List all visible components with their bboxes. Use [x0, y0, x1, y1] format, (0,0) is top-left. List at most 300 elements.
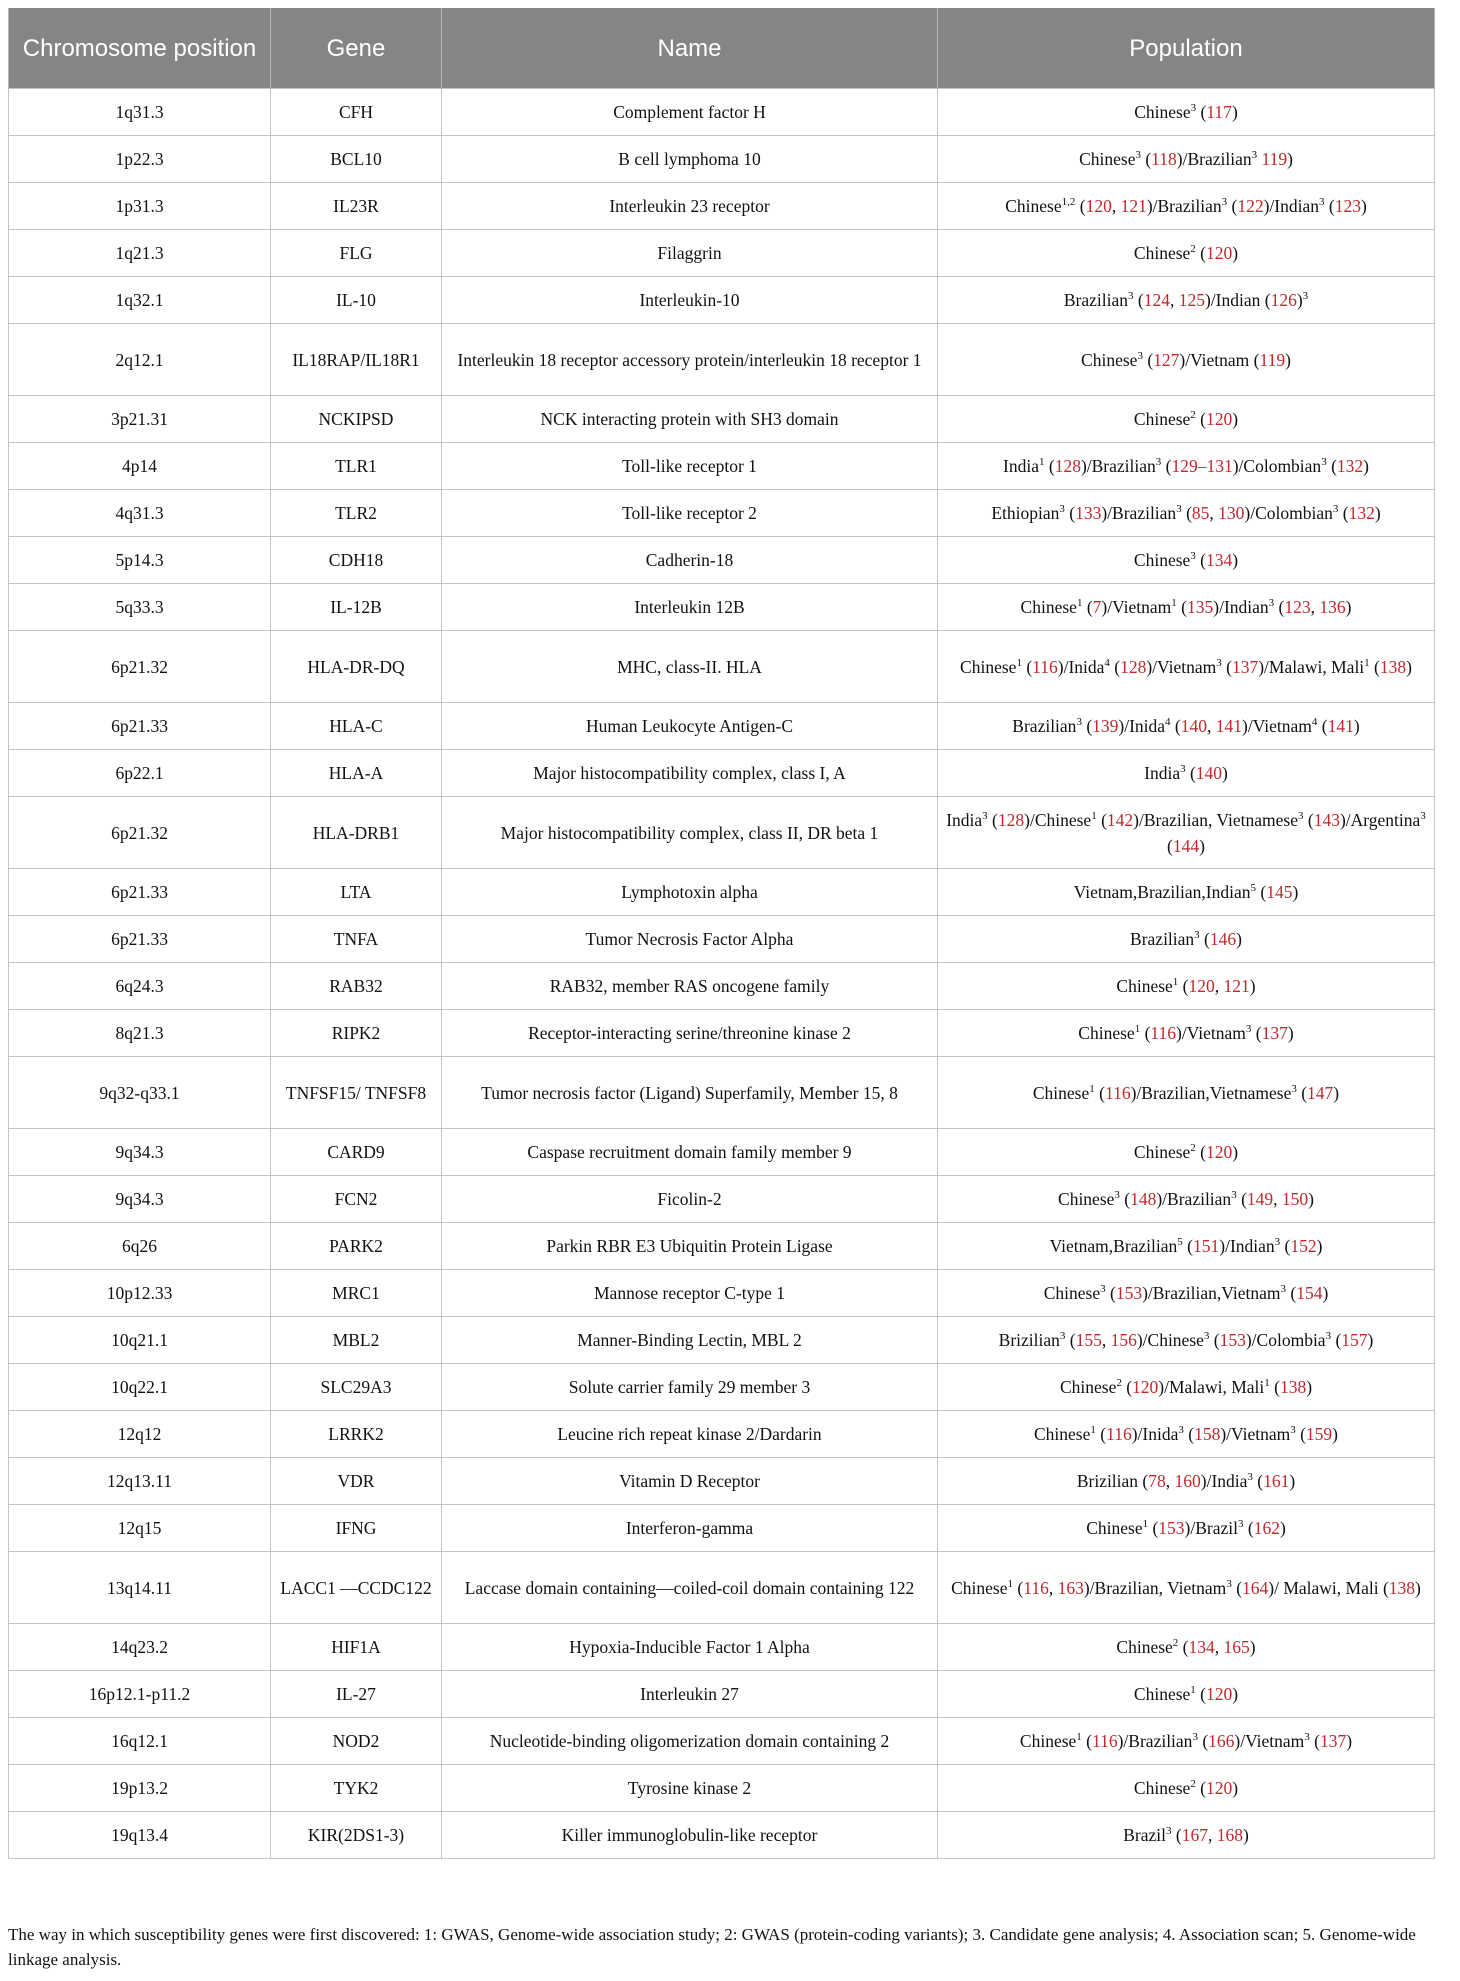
- method-superscript: 3: [1302, 290, 1309, 303]
- population-text: (: [1142, 349, 1154, 370]
- method-superscript: 3: [1178, 1424, 1184, 1437]
- reference-link[interactable]: 138: [1379, 656, 1407, 677]
- population-text: Chinese: [1019, 1731, 1077, 1751]
- reference-link[interactable]: 120: [1206, 243, 1233, 263]
- population-text: Chinese: [1133, 1142, 1191, 1162]
- reference-link[interactable]: 116: [1104, 1082, 1131, 1103]
- cell-gene: TNFA: [271, 916, 442, 963]
- reference-link[interactable]: 128: [1120, 656, 1147, 677]
- cell-gene: IL-12B: [271, 584, 442, 631]
- cell-name: Cadherin-18: [442, 537, 938, 584]
- cell-gene: PARK2: [271, 1223, 442, 1270]
- reference-link[interactable]: 120: [1206, 1778, 1233, 1798]
- method-superscript: 1: [1016, 656, 1022, 669]
- reference-link[interactable]: 137: [1261, 1023, 1288, 1043]
- cell-population: [938, 1010, 1435, 1057]
- cell-name: Laccase domain containing—coiled-coil domain containing 122: [442, 1552, 938, 1624]
- cell-position: 4p14: [9, 443, 271, 490]
- reference-link[interactable]: 168: [1216, 1825, 1243, 1845]
- population-text: Chinese: [1079, 149, 1136, 169]
- method-superscript: 3: [1247, 1471, 1253, 1484]
- cell-name: Lymphotoxin alpha: [442, 869, 938, 916]
- population-text: )/Brazilian: [1146, 196, 1222, 216]
- population-text: ): [1232, 550, 1239, 570]
- population-text: )/Indian: [1213, 597, 1269, 617]
- population-text: )/Vietnam: [1146, 656, 1217, 677]
- table-row: [9, 797, 1435, 869]
- population-text: (: [1044, 456, 1055, 476]
- susceptibility-gene-table: [8, 8, 1435, 1859]
- table-row: [9, 1671, 1435, 1718]
- reference-link[interactable]: 120: [1206, 1684, 1233, 1704]
- population-text: Chinese: [1081, 349, 1138, 370]
- cell-gene: LACC1 —CCDC122: [271, 1552, 442, 1624]
- method-superscript: 1: [1076, 597, 1083, 610]
- population-text: )/Chinese: [1024, 809, 1092, 830]
- reference-link[interactable]: 116: [1032, 656, 1058, 677]
- table-row: [9, 584, 1435, 631]
- reference-link[interactable]: 166: [1208, 1731, 1235, 1751]
- population-text: ): [1345, 597, 1352, 617]
- population-text: ): [1222, 763, 1228, 783]
- reference-link[interactable]: 119: [1261, 149, 1288, 169]
- reference-link[interactable]: 137: [1320, 1731, 1347, 1751]
- cell-position: 1q31.3: [9, 89, 271, 136]
- method-superscript: 2: [1190, 409, 1196, 422]
- table-row: [9, 1129, 1435, 1176]
- reference-link[interactable]: 116: [1023, 1577, 1049, 1598]
- reference-link[interactable]: 120: [1206, 409, 1233, 429]
- reference-link[interactable]: 129–131: [1171, 456, 1233, 476]
- population-text: (: [1178, 976, 1189, 996]
- population-text: ): [1374, 503, 1381, 523]
- table-row: [9, 230, 1435, 277]
- reference-link[interactable]: 140: [1195, 763, 1223, 783]
- population-text: ): [1289, 1471, 1296, 1491]
- reference-link[interactable]: 159: [1305, 1424, 1333, 1444]
- population-text: ): [1406, 656, 1412, 677]
- cell-population: [938, 490, 1435, 537]
- table-row: [9, 183, 1435, 230]
- cell-name: Receptor-interacting serine/threonine kinase 2: [442, 1010, 938, 1057]
- population-text: ): [1308, 1189, 1314, 1209]
- reference-link[interactable]: 154: [1296, 1283, 1323, 1303]
- population-text: Vietnam,Brazilian,Indian: [1073, 882, 1251, 902]
- reference-link[interactable]: 120: [1188, 976, 1215, 996]
- population-text: ): [1316, 1236, 1323, 1256]
- cell-name: Toll-like receptor 1: [442, 443, 938, 490]
- reference-link[interactable]: 136: [1319, 597, 1346, 617]
- population-text: (: [1161, 456, 1172, 476]
- reference-link[interactable]: 143: [1313, 809, 1340, 830]
- method-superscript: 3: [1221, 196, 1228, 209]
- reference-link[interactable]: 153: [1158, 1518, 1185, 1538]
- population-text: ): [1232, 243, 1239, 263]
- reference-link[interactable]: 141: [1327, 716, 1354, 736]
- population-text: (: [1013, 1577, 1024, 1598]
- method-superscript: 3: [1165, 1825, 1172, 1838]
- cell-position: 19q13.4: [9, 1812, 271, 1859]
- reference-link[interactable]: 158: [1194, 1424, 1221, 1444]
- population-text: )/ Malawi, Mali (: [1268, 1577, 1389, 1598]
- population-text: (: [1195, 1684, 1206, 1704]
- reference-link[interactable]: 132: [1348, 503, 1375, 523]
- population-text: (: [1171, 1825, 1182, 1845]
- reference-link[interactable]: 164: [1242, 1577, 1269, 1598]
- cell-gene: LTA: [271, 869, 442, 916]
- population-text: (: [1195, 1778, 1206, 1798]
- table-row: [9, 1010, 1435, 1057]
- population-text: )/Brazilian, Vietnam: [1083, 1577, 1227, 1598]
- reference-link[interactable]: 130: [1218, 503, 1245, 523]
- header-gene: Gene: [271, 8, 442, 89]
- population-text: )/Indian (: [1204, 290, 1271, 310]
- population-text: Chinese: [1134, 102, 1191, 122]
- method-superscript: 1,2: [1061, 196, 1076, 209]
- reference-link[interactable]: 138: [1388, 1577, 1416, 1598]
- population-text: (: [1170, 716, 1181, 736]
- population-text: (: [1221, 656, 1232, 677]
- reference-link[interactable]: 78: [1148, 1471, 1166, 1491]
- cell-population: [938, 230, 1435, 277]
- cell-position: 2q12.1: [9, 324, 271, 396]
- cell-population: [938, 1765, 1435, 1812]
- cell-gene: LRRK2: [271, 1411, 442, 1458]
- population-text: ): [1415, 1577, 1421, 1598]
- reference-link[interactable]: 121: [1120, 196, 1147, 216]
- population-text: ,: [1273, 1189, 1282, 1209]
- population-text: (: [1196, 102, 1207, 122]
- cell-name: RAB32, member RAS oncogene family: [442, 963, 938, 1010]
- population-text: Chinese: [1133, 409, 1191, 429]
- table-row: [9, 396, 1435, 443]
- method-superscript: 1: [1190, 1684, 1196, 1697]
- population-text: (: [1119, 1189, 1131, 1209]
- cell-population: [938, 1176, 1435, 1223]
- population-text: ): [1346, 1731, 1353, 1751]
- cell-gene: TYK2: [271, 1765, 442, 1812]
- reference-link[interactable]: 85: [1191, 503, 1210, 523]
- reference-link[interactable]: 152: [1290, 1236, 1317, 1256]
- population-text: ,: [1214, 1637, 1224, 1657]
- population-text: )/Vietnam: [1242, 716, 1312, 736]
- population-text: ): [1287, 149, 1293, 169]
- population-text: (: [1209, 1330, 1220, 1350]
- gene-table-container: [8, 8, 1434, 1859]
- method-superscript: 3: [1290, 1424, 1296, 1437]
- population-text: Chinese: [1020, 597, 1077, 617]
- header-population: Population: [938, 8, 1435, 89]
- reference-link[interactable]: 165: [1223, 1637, 1250, 1657]
- reference-link[interactable]: 125: [1178, 290, 1205, 310]
- method-superscript: 3: [1274, 1236, 1281, 1249]
- cell-name: Leucine rich repeat kinase 2/Dardarin: [442, 1411, 938, 1458]
- table-body: [9, 89, 1435, 1859]
- method-superscript: 3: [1231, 1189, 1237, 1202]
- method-superscript: 2: [1172, 1637, 1179, 1650]
- reference-link[interactable]: 116: [1150, 1023, 1176, 1043]
- reference-link[interactable]: 142: [1106, 809, 1134, 830]
- reference-link[interactable]: 138: [1279, 1377, 1307, 1397]
- population-text: (: [1296, 1082, 1308, 1103]
- population-text: ,: [1165, 1471, 1175, 1491]
- cell-population: [938, 1270, 1435, 1317]
- reference-link[interactable]: 134: [1188, 1637, 1215, 1657]
- population-text: )/Vietnam (: [1179, 349, 1260, 370]
- header-row: [9, 8, 1435, 89]
- cell-position: 10q21.1: [9, 1317, 271, 1364]
- cell-gene: CDH18: [271, 537, 442, 584]
- population-text: (: [1195, 409, 1206, 429]
- cell-population: [938, 963, 1435, 1010]
- reference-link[interactable]: 167: [1181, 1825, 1208, 1845]
- reference-link[interactable]: 119: [1259, 349, 1286, 370]
- cell-position: 1p31.3: [9, 183, 271, 230]
- population-text: ,: [1111, 196, 1121, 216]
- population-text: )/Brazilian,Vietnam: [1142, 1283, 1281, 1303]
- cell-population: [938, 89, 1435, 136]
- reference-link[interactable]: 117: [1206, 102, 1232, 122]
- method-superscript: 3: [1297, 809, 1304, 822]
- reference-link[interactable]: 140: [1180, 716, 1207, 736]
- population-text: Chinese: [951, 1577, 1008, 1598]
- cell-population: [938, 324, 1435, 396]
- cell-gene: IFNG: [271, 1505, 442, 1552]
- population-text: ,: [1048, 1577, 1058, 1598]
- reference-link[interactable]: 126: [1270, 290, 1297, 310]
- population-text: (: [1274, 597, 1285, 617]
- population-text: (: [1094, 1082, 1105, 1103]
- method-superscript: 3: [1190, 102, 1197, 115]
- reference-link[interactable]: 133: [1075, 503, 1102, 523]
- population-text: (: [1065, 1330, 1076, 1350]
- reference-link[interactable]: 122: [1237, 196, 1264, 216]
- population-text: (: [1081, 1731, 1092, 1751]
- population-text: ): [1232, 1142, 1239, 1162]
- table-row: [9, 1223, 1435, 1270]
- cell-population: [938, 1057, 1435, 1129]
- method-superscript: 2: [1116, 1377, 1122, 1390]
- population-text: )/Argentina: [1339, 809, 1421, 830]
- population-text: )/Brazilian, Vietnamese: [1133, 809, 1298, 830]
- cell-gene: SLC29A3: [271, 1364, 442, 1411]
- method-superscript: 3: [1226, 1577, 1232, 1590]
- cell-name: Parkin RBR E3 Ubiquitin Protein Ligase: [442, 1223, 938, 1270]
- method-superscript: 3: [1180, 763, 1186, 776]
- population-text: )/India: [1200, 1471, 1248, 1491]
- reference-link[interactable]: 148: [1130, 1189, 1157, 1209]
- reference-link[interactable]: 132: [1336, 456, 1364, 476]
- reference-link[interactable]: 156: [1110, 1330, 1137, 1350]
- reference-link[interactable]: 120: [1206, 1142, 1233, 1162]
- population-text: ): [1287, 1023, 1294, 1043]
- method-superscript: 3: [1216, 656, 1222, 669]
- cell-name: Interleukin-10: [442, 277, 938, 324]
- cell-gene: IL18RAP/IL18R1: [271, 324, 442, 396]
- cell-population: [938, 1812, 1435, 1859]
- cell-gene: RAB32: [271, 963, 442, 1010]
- cell-name: Interleukin 27: [442, 1671, 938, 1718]
- cell-position: 13q14.11: [9, 1552, 271, 1624]
- reference-link[interactable]: 139: [1092, 716, 1119, 736]
- cell-name: Major histocompatibility complex, class II, DR beta 1: [442, 797, 938, 869]
- reference-link[interactable]: 118: [1151, 149, 1177, 169]
- population-text: (: [1021, 656, 1033, 677]
- cell-position: 9q34.3: [9, 1129, 271, 1176]
- reference-link[interactable]: 160: [1174, 1471, 1201, 1491]
- population-text: (: [1295, 1424, 1306, 1444]
- cell-position: 6p21.33: [9, 869, 271, 916]
- reference-link[interactable]: 149: [1246, 1189, 1274, 1209]
- reference-link[interactable]: 162: [1253, 1518, 1280, 1538]
- cell-position: 6p21.33: [9, 703, 271, 750]
- population-text: (: [1256, 882, 1267, 902]
- reference-link[interactable]: 150: [1281, 1189, 1309, 1209]
- population-text: ): [1232, 1684, 1239, 1704]
- method-superscript: 3: [1203, 1330, 1210, 1343]
- reference-link[interactable]: 134: [1206, 550, 1233, 570]
- method-superscript: 3: [1304, 1731, 1310, 1744]
- population-text: (: [1181, 503, 1192, 523]
- reference-link[interactable]: 116: [1106, 1424, 1132, 1444]
- cell-name: Filaggrin: [442, 230, 938, 277]
- reference-link[interactable]: 157: [1341, 1330, 1368, 1350]
- population-text: ): [1333, 1082, 1340, 1103]
- population-text: ,: [1207, 1825, 1217, 1845]
- method-superscript: 3: [1128, 290, 1134, 303]
- reference-link[interactable]: 7: [1092, 597, 1102, 617]
- reference-link[interactable]: 161: [1263, 1471, 1290, 1491]
- population-text: (: [1133, 290, 1144, 310]
- reference-link[interactable]: 146: [1209, 929, 1237, 949]
- cell-population: [938, 631, 1435, 703]
- method-superscript: 3: [1155, 456, 1162, 469]
- table-row: [9, 537, 1435, 584]
- table-row: [9, 631, 1435, 703]
- reference-link[interactable]: 116: [1092, 1731, 1118, 1751]
- reference-link[interactable]: 147: [1307, 1082, 1334, 1103]
- population-text: )/Brazilian: [1117, 1731, 1193, 1751]
- population-text: (: [1121, 1377, 1133, 1397]
- cell-position: 8q21.3: [9, 1010, 271, 1057]
- population-text: ): [1367, 1330, 1374, 1350]
- reference-link[interactable]: 120: [1132, 1377, 1159, 1397]
- population-text: (: [1182, 1236, 1193, 1256]
- population-text: )/Brazilian: [1156, 1189, 1232, 1209]
- cell-population: [938, 703, 1435, 750]
- reference-link[interactable]: 124: [1143, 290, 1170, 310]
- reference-link[interactable]: 153: [1115, 1283, 1143, 1303]
- cell-name: Nucleotide-binding oligomerization domain containing 2: [442, 1718, 938, 1765]
- method-superscript: 3: [1059, 503, 1065, 516]
- table-row: [9, 1458, 1435, 1505]
- population-text: Chinese: [1058, 1189, 1115, 1209]
- reference-link[interactable]: 137: [1231, 656, 1259, 677]
- cell-position: 6p21.33: [9, 916, 271, 963]
- reference-link[interactable]: 145: [1266, 882, 1293, 902]
- reference-link[interactable]: 120: [1085, 196, 1112, 216]
- method-superscript: 3: [1325, 1330, 1332, 1343]
- method-superscript: 3: [1245, 1023, 1252, 1036]
- population-text: (: [1109, 656, 1121, 677]
- cell-position: 9q32-q33.1: [9, 1057, 271, 1129]
- population-text: Chinese: [1133, 243, 1191, 263]
- reference-link[interactable]: 128: [997, 809, 1025, 830]
- cell-name: Killer immunoglobulin-like receptor: [442, 1812, 938, 1859]
- reference-link[interactable]: 128: [1054, 456, 1081, 476]
- population-text: (: [987, 809, 998, 830]
- cell-position: 1p22.3: [9, 136, 271, 183]
- population-text: ): [1292, 882, 1299, 902]
- cell-population: [938, 136, 1435, 183]
- population-text: (: [1338, 503, 1349, 523]
- table-row: [9, 869, 1435, 916]
- table-row: [9, 1364, 1435, 1411]
- population-text: )/Indian: [1219, 1236, 1275, 1256]
- table-row: [9, 443, 1435, 490]
- cell-position: 19p13.2: [9, 1765, 271, 1812]
- population-text: (: [1369, 656, 1380, 677]
- method-superscript: 1: [1089, 1082, 1095, 1095]
- table-row: [9, 1624, 1435, 1671]
- population-text: (: [1185, 763, 1196, 783]
- cell-population: [938, 396, 1435, 443]
- cell-gene: FLG: [271, 230, 442, 277]
- cell-name: Caspase recruitment domain family member 9: [442, 1129, 938, 1176]
- population-text: )/Brazilian: [1101, 503, 1177, 523]
- population-text: (: [1195, 243, 1206, 263]
- population-text: ): [1360, 196, 1367, 216]
- population-text: ): [1232, 1778, 1239, 1798]
- reference-link[interactable]: 153: [1219, 1330, 1246, 1350]
- cell-name: Hypoxia-Inducible Factor 1 Alpha: [442, 1624, 938, 1671]
- method-superscript: 3: [1135, 149, 1141, 162]
- method-superscript: 3: [1268, 597, 1275, 610]
- cell-gene: FCN2: [271, 1176, 442, 1223]
- reference-link[interactable]: 123: [1334, 196, 1361, 216]
- cell-gene: KIR(2DS1-3): [271, 1812, 442, 1859]
- cell-position: 16p12.1-p11.2: [9, 1671, 271, 1718]
- reference-link[interactable]: 144: [1172, 835, 1200, 856]
- cell-gene: NOD2: [271, 1718, 442, 1765]
- reference-link[interactable]: 123: [1284, 597, 1311, 617]
- reference-link[interactable]: 141: [1215, 716, 1242, 736]
- population-text: )/Malawi, Mali: [1158, 1377, 1265, 1397]
- population-text: (: [1303, 809, 1314, 830]
- cell-name: Interleukin 23 receptor: [442, 183, 938, 230]
- cell-population: [938, 750, 1435, 797]
- population-text: India: [1144, 763, 1181, 783]
- reference-link[interactable]: 155: [1075, 1330, 1102, 1350]
- table-row: [9, 1552, 1435, 1624]
- reference-link[interactable]: 127: [1153, 349, 1180, 370]
- reference-link[interactable]: 163: [1057, 1577, 1084, 1598]
- population-text: (: [1195, 550, 1206, 570]
- cell-gene: HLA-A: [271, 750, 442, 797]
- reference-link[interactable]: 135: [1187, 597, 1214, 617]
- population-text: Brazilian: [1130, 929, 1195, 949]
- cell-population: [938, 1411, 1435, 1458]
- cell-position: 6q26: [9, 1223, 271, 1270]
- table-row: [9, 1718, 1435, 1765]
- method-superscript: 2: [1190, 1142, 1196, 1155]
- reference-link[interactable]: 121: [1223, 976, 1250, 996]
- cell-population: [938, 277, 1435, 324]
- cell-population: [938, 443, 1435, 490]
- reference-link[interactable]: 151: [1193, 1236, 1220, 1256]
- method-superscript: 3: [1321, 456, 1327, 469]
- population-text: (: [1148, 1518, 1159, 1538]
